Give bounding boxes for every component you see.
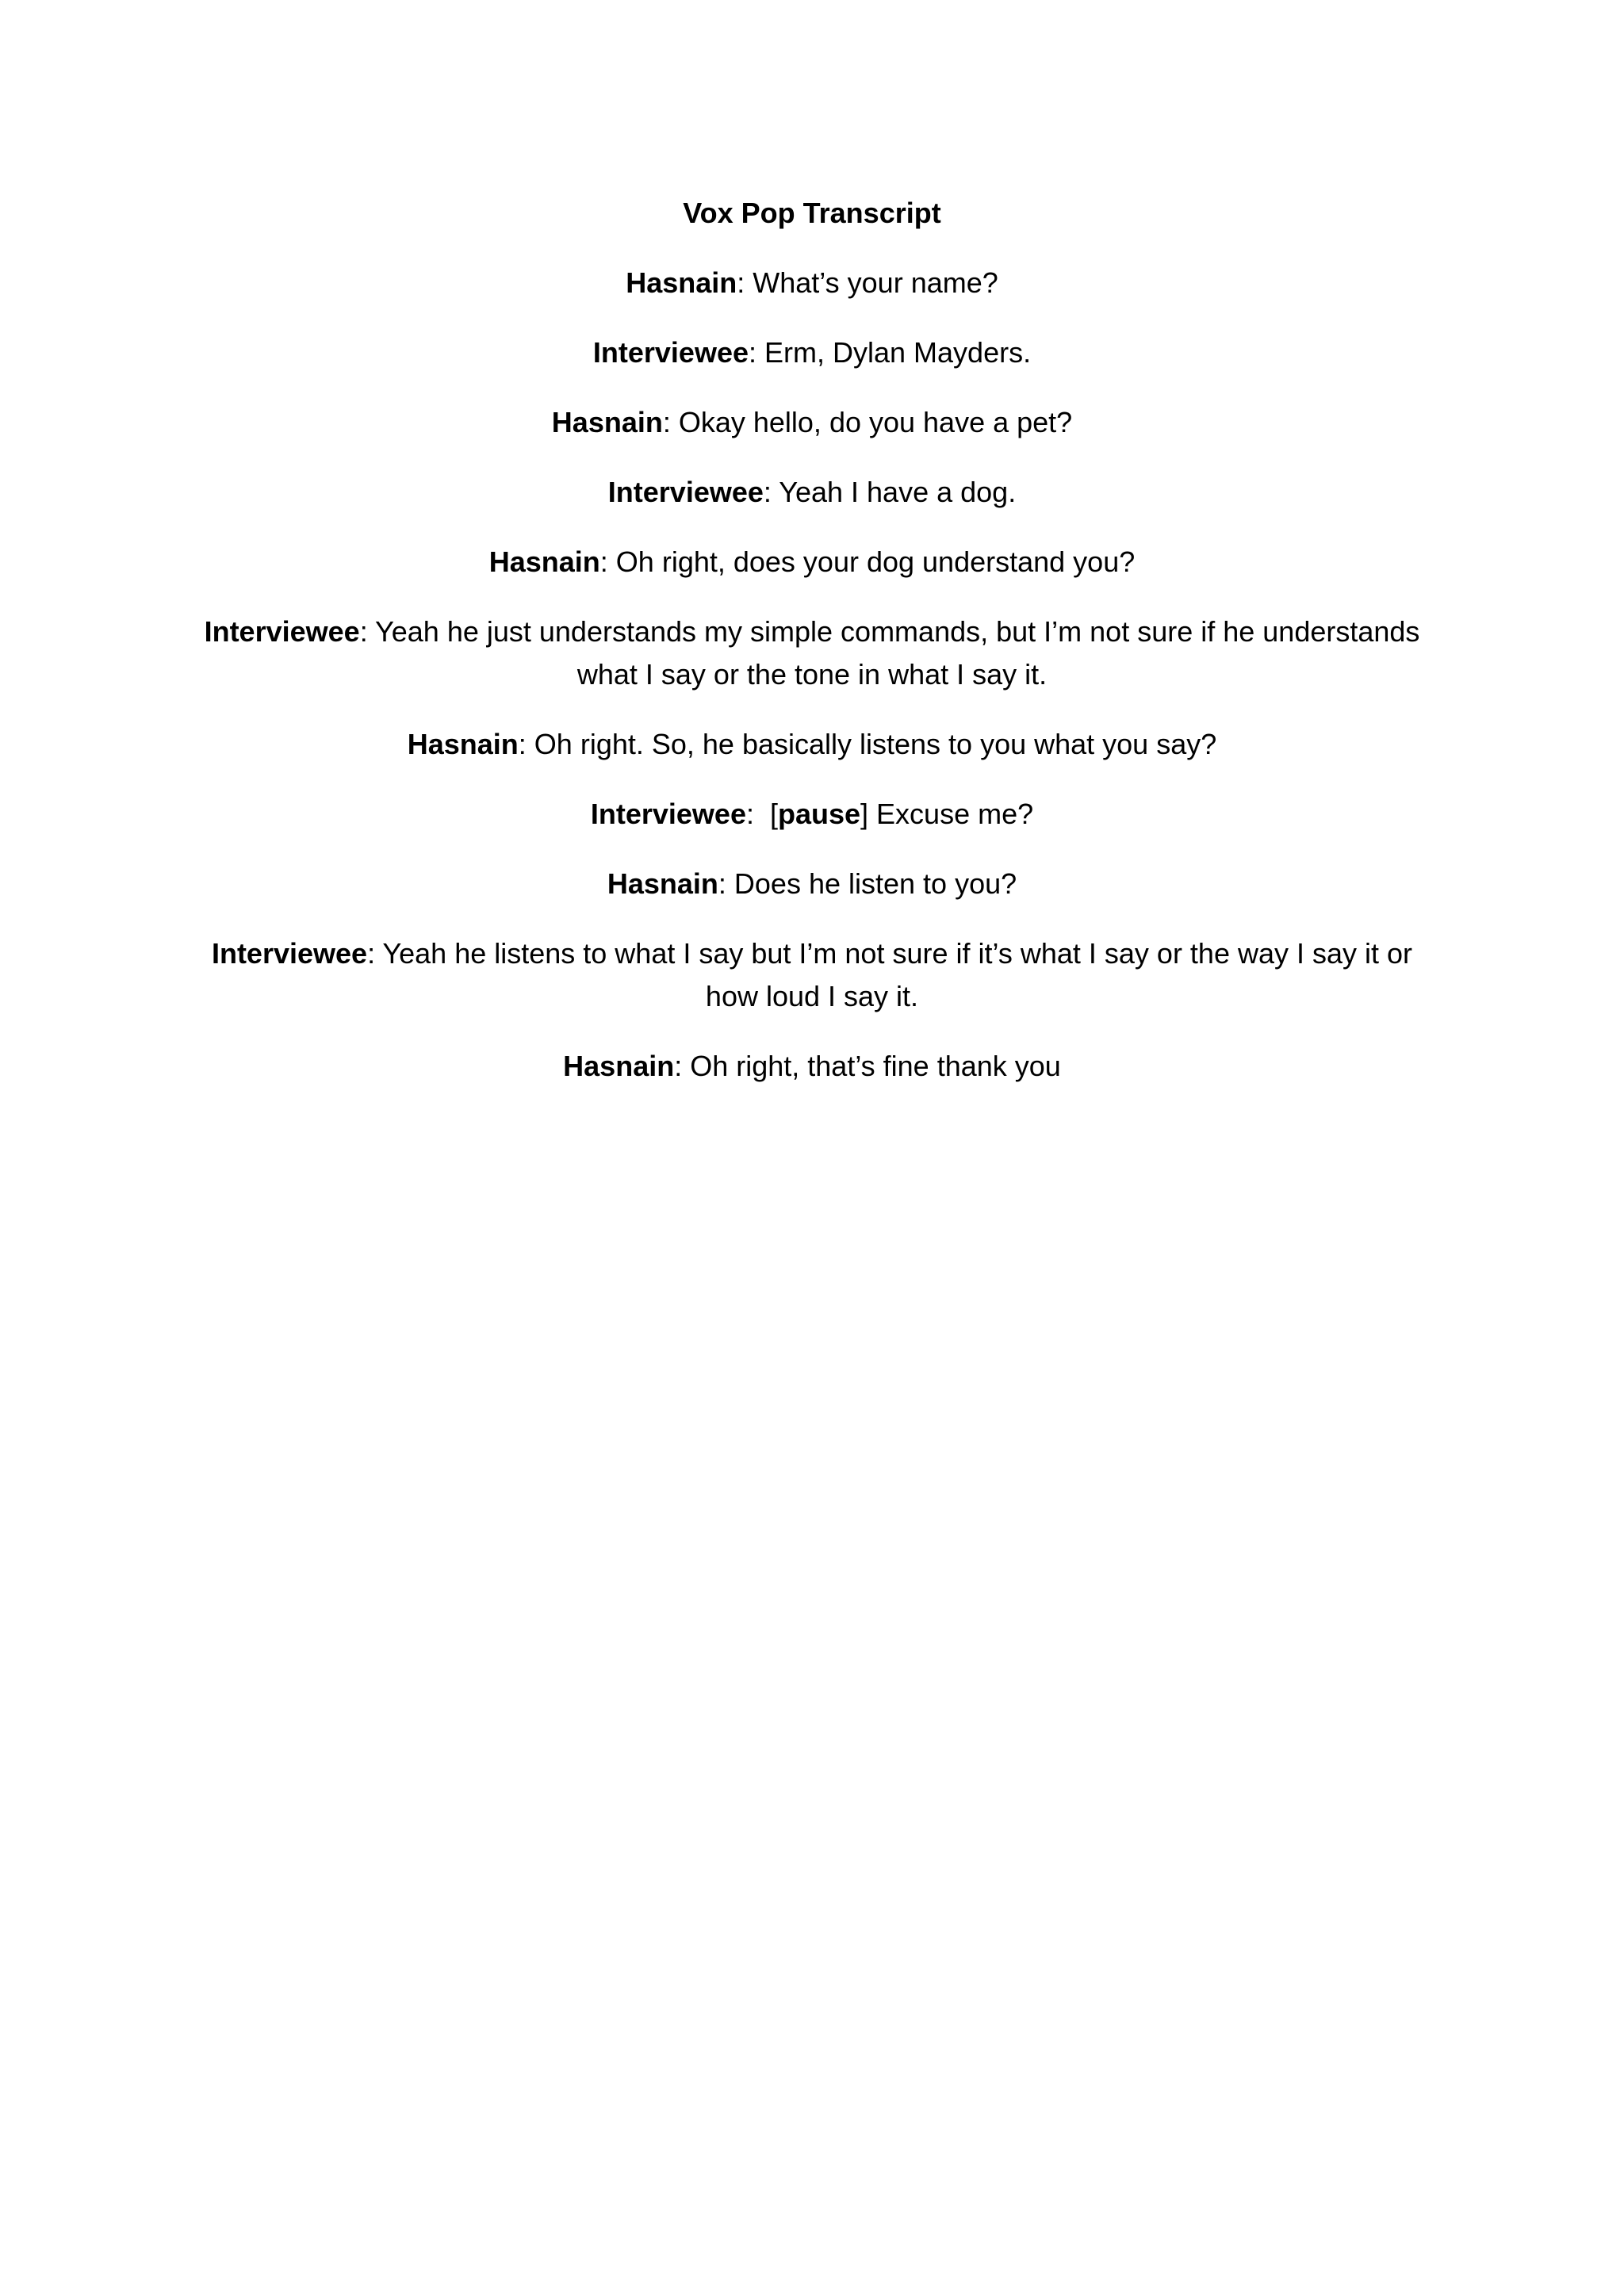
speaker-name: Hasnain <box>626 266 737 299</box>
transcript-line <box>198 401 1426 444</box>
transcript-body <box>198 192 1426 1115</box>
line-text: : Does he listen to you? <box>718 867 1017 900</box>
speaker-name: Interviewee <box>211 937 368 970</box>
line-text: : Yeah I have a dog. <box>763 476 1017 508</box>
speaker-name: Hasnain <box>607 867 718 900</box>
transcript-line <box>198 471 1426 514</box>
transcript-line <box>198 863 1426 905</box>
transcript-line <box>198 262 1426 304</box>
speaker-name: Interviewee <box>592 336 749 369</box>
line-text: : Oh right, that’s fine thank you <box>674 1050 1061 1082</box>
speaker-name: Interviewee <box>590 798 746 830</box>
document-title: Vox Pop Transcript <box>683 197 941 229</box>
transcript-line <box>198 331 1426 374</box>
transcript-line <box>198 932 1426 1018</box>
speaker-name: Hasnain <box>488 545 600 578</box>
line-text-before-note: : [ <box>745 798 778 830</box>
speaker-name: Interviewee <box>607 476 764 508</box>
line-text: : Oh right. So, he basically listens to you what you say? <box>518 728 1217 760</box>
transcript-line <box>198 541 1426 584</box>
speaker-name: Interviewee <box>204 615 360 648</box>
line-text: : What’s your name? <box>737 266 998 299</box>
stage-note: pause <box>777 798 861 830</box>
line-text-after-note: ] Excuse me? <box>860 798 1034 830</box>
speaker-name: Hasnain <box>551 406 663 438</box>
speaker-name: Hasnain <box>407 728 519 760</box>
line-text: : Erm, Dylan Mayders. <box>749 336 1032 369</box>
line-text: : Okay hello, do you have a pet? <box>662 406 1073 438</box>
transcript-line <box>198 793 1426 836</box>
line-text: : Yeah he just understands my simple commands, but I’m not sure if he understands what I say or the tone in what I say it. <box>359 615 1420 691</box>
transcript-line <box>198 1045 1426 1088</box>
line-text: : Yeah he listens to what I say but I’m not sure if it’s what I say or the way I say it or how loud I say it. <box>367 937 1413 1012</box>
transcript-line <box>198 723 1426 766</box>
speaker-name: Hasnain <box>563 1050 675 1082</box>
transcript-line <box>198 610 1426 696</box>
line-text: : Oh right, does your dog understand you? <box>599 545 1136 578</box>
